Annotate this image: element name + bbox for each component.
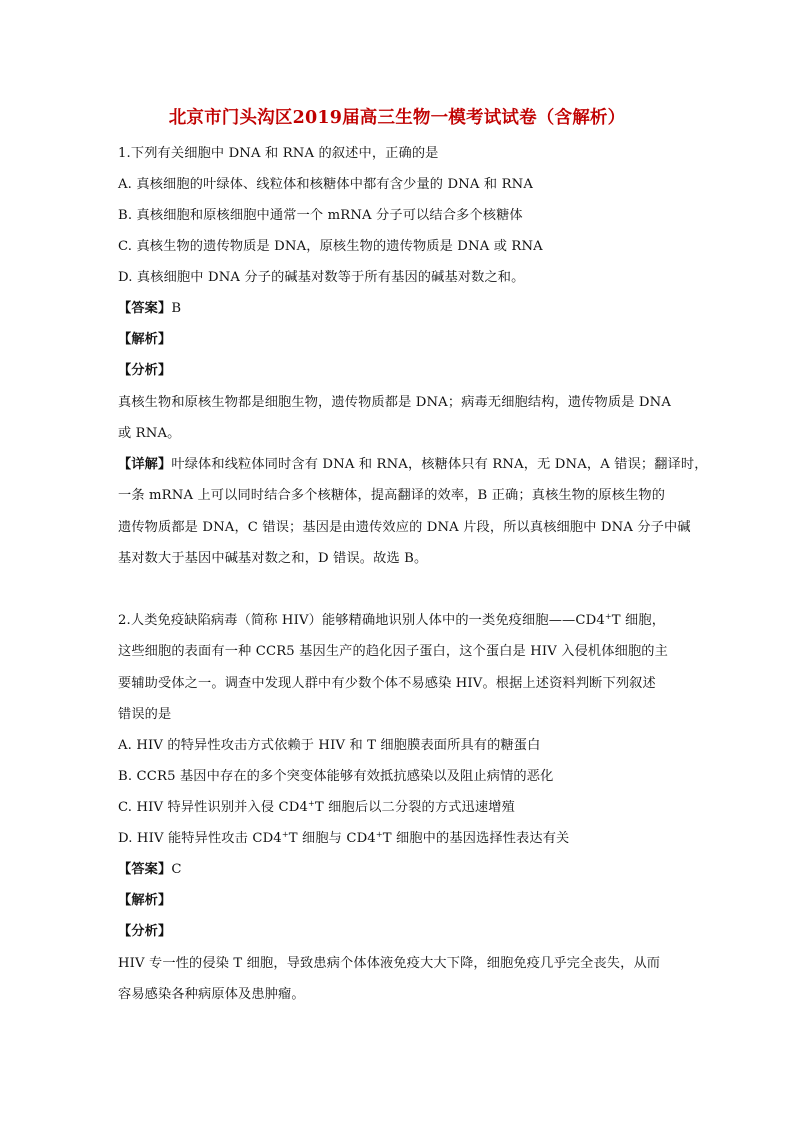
q2-option-b: B. CCR5 基因中存在的多个突变体能够有效抵抗感染以及阻止病情的恶化	[118, 769, 554, 784]
q2-option-c	[118, 799, 515, 818]
q1-stem: 1.下列有关细胞中 DNA 和 RNA 的叙述中，正确的是	[118, 146, 439, 161]
q2-stem-part-b: T 细胞，	[611, 613, 666, 628]
q1-option-b: B. 真核细胞和原核细胞中通常一个 mRNA 分子可以结合多个核糖体	[118, 208, 523, 223]
q2-answer	[118, 861, 182, 879]
q1-xiangjie-line-3: 遗传物质都是 DNA，C 错误；基因是由遗传效应的 DNA 片段，所以真核细胞中 DNA 分子中碱	[118, 520, 691, 535]
q1-answer	[118, 300, 181, 318]
q2-fenxi-line-2: 容易感染各种病原体及患肿瘤。	[118, 987, 305, 1002]
q2-stem-line-1	[118, 612, 665, 631]
q1-answer-value: B	[171, 301, 182, 316]
q2-stem-sup: +	[604, 612, 612, 621]
page-title: 北京市门头沟区2019届高三生物一模考试试卷（含解析）	[168, 108, 626, 128]
q1-option-c: C. 真核生物的遗传物质是 DNA，原核生物的遗传物质是 DNA 或 RNA	[118, 239, 543, 254]
q2-option-d-part-c: T 细胞中的基因选择性表达有关	[382, 831, 570, 846]
q1-xiangjie-line-4: 基对数大于基因中碱基对数之和，D 错误。故选 B。	[118, 551, 428, 566]
q2-option-d-part-a: D. HIV 能特异性攻击 CD4	[118, 831, 282, 846]
q1-fenxi-line-2: 或 RNA。	[118, 426, 181, 441]
q2-stem-line-4: 错误的是	[118, 707, 172, 722]
q2-jiexi-tag: 【解析】	[118, 893, 172, 908]
q2-option-a: A. HIV 的特异性攻击方式依赖于 HIV 和 T 细胞膜表面所具有的糖蛋白	[118, 738, 541, 753]
q2-option-c-sup: +	[308, 799, 315, 808]
q2-stem-line-2: 这些细胞的表面有一种 CCR5 基因生产的趋化因子蛋白，这个蛋白是 HIV 入侵机体细胞的主	[118, 644, 668, 659]
q1-option-a: A. 真核细胞的叶绿体、线粒体和核糖体中都有含少量的 DNA 和 RNA	[118, 177, 534, 192]
q1-jiexi-tag: 【解析】	[118, 332, 172, 347]
q1-xiangjie-line-2: 一条 mRNA 上可以同时结合多个核糖体，提高翻译的效率，B 正确；真核生物的原核生物的	[118, 488, 666, 503]
q1-xiangjie-line-1	[118, 456, 708, 474]
q2-option-c-part-a: C. HIV 特异性识别并入侵 CD4	[118, 800, 309, 815]
q2-option-d-part-b: T 细胞与 CD4	[288, 831, 376, 846]
q2-option-d-sup-2: +	[375, 830, 383, 839]
q1-option-d: D. 真核细胞中 DNA 分子的碱基对数等于所有基因的碱基对数之和。	[118, 270, 525, 285]
q1-fenxi-tag: 【分析】	[118, 363, 172, 378]
q2-stem-part-a: 2.人类免疫缺陷病毒（简称 HIV）能够精确地识别人体中的一类免疫细胞——CD4	[118, 613, 605, 628]
q2-answer-tag: 【答案】	[118, 862, 172, 877]
q2-fenxi-tag: 【分析】	[118, 924, 172, 939]
q2-option-d	[118, 830, 569, 849]
q1-fenxi-line-1: 真核生物和原核生物都是细胞生物，遗传物质都是 DNA；病毒无细胞结构，遗传物质是 DNA	[118, 395, 672, 410]
q2-option-c-part-b: T 细胞后以二分裂的方式迅速增殖	[314, 800, 515, 815]
q2-stem-line-3: 要辅助受体之一。调查中发现人群中有少数个体不易感染 HIV。根据上述资料判断下列叙述	[118, 676, 656, 691]
q1-answer-tag: 【答案】	[118, 301, 172, 316]
q2-option-d-sup-1: +	[281, 830, 289, 839]
q1-xiangjie-text: 叶绿体和线粒体同时含有 DNA 和 RNA，核糖体只有 RNA，无 DNA，A 错误；翻译时，	[171, 457, 708, 472]
q2-answer-value: C	[171, 862, 182, 877]
q2-fenxi-line-1: HIV 专一性的侵染 T 细胞，导致患病个体体液免疫大大下降，细胞免疫几乎完全丧失，从而	[118, 956, 661, 971]
q1-xiangjie-tag: 【详解】	[118, 457, 172, 472]
